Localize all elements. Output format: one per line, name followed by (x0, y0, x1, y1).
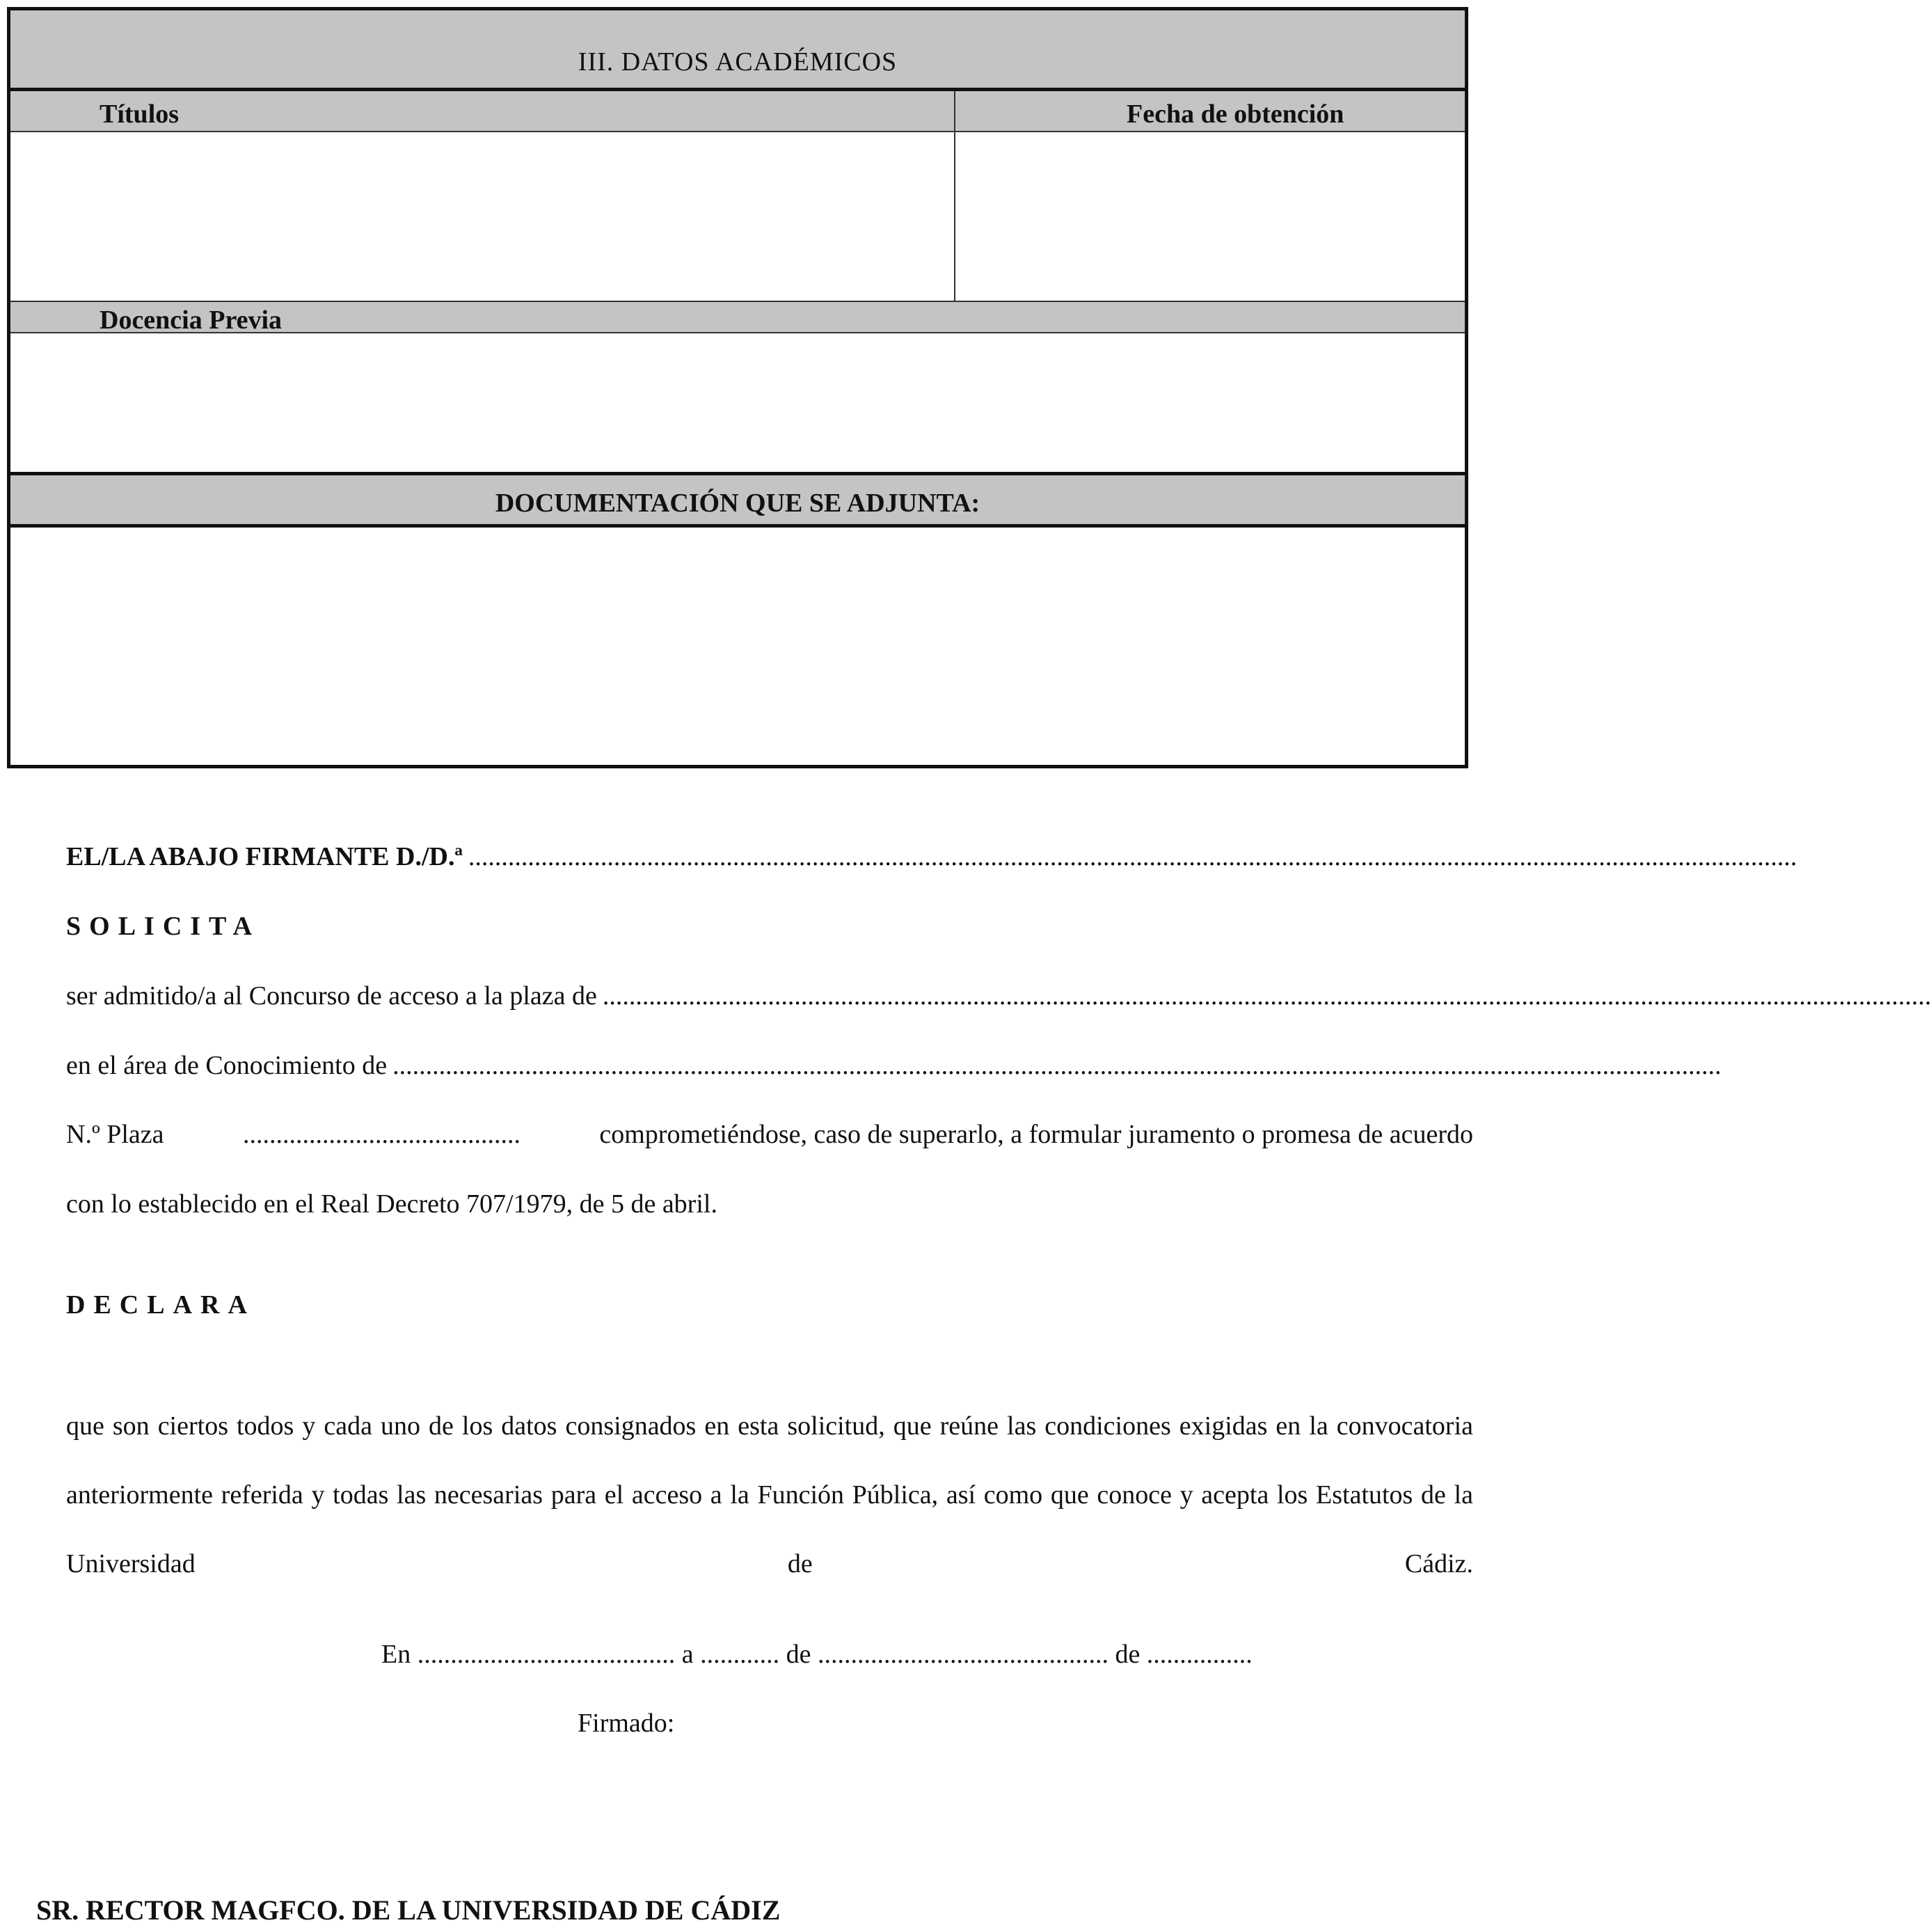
section-title: III. DATOS ACADÉMICOS (578, 47, 898, 77)
columns-header-band (10, 91, 1465, 132)
place-date-line[interactable]: En ....................................... a ............ de ............................................ de ................ (381, 1640, 1253, 1669)
documentacion-field[interactable] (10, 528, 1465, 765)
nplaza-label: N.º Plaza (66, 1120, 164, 1149)
documentacion-label: DOCUMENTACIÓN QUE SE ADJUNTA: (495, 489, 980, 518)
fecha-obtencion-header: Fecha de obtención (1127, 100, 1344, 129)
area-line (66, 1049, 1722, 1082)
nplaza-field[interactable]: .......................................... (242, 1120, 521, 1149)
firmante-line (66, 840, 1797, 873)
titulos-header: Títulos (100, 100, 180, 129)
docencia-previa-label: Docencia Previa (100, 306, 283, 335)
decreto-line: con lo establecido en el Real Decreto 707/1979, de 5 de abril. (66, 1189, 717, 1219)
documentacion-band (10, 472, 1465, 528)
declara-heading: DECLARA (66, 1290, 255, 1320)
plaza-line (66, 979, 1931, 1013)
declara-text: que son ciertos todos y cada uno de los datos consignados en esta solicitud, que reúne las condiciones exigidas en la convocatoria anteriormente referida y todas las necesarias para el acceso a la Función Pública, así como que conoce y acepta los Estatutos de la Universidad de Cádiz. (66, 1411, 1473, 1578)
docencia-previa-field[interactable] (10, 335, 1465, 472)
fecha-obtencion-field[interactable] (955, 134, 1465, 301)
recipient-line: SR. RECTOR MAGFCO. DE LA UNIVERSIDAD DE CÁDIZ (36, 1894, 781, 1926)
firmante-label: EL/LA ABAJO FIRMANTE D./D.ª (66, 842, 463, 871)
titulos-field[interactable] (10, 134, 953, 301)
nplaza-line (66, 1118, 1473, 1151)
docencia-previa-band (10, 301, 1465, 333)
area-label: en el área de Conocimiento de (66, 1051, 388, 1080)
plaza-field[interactable]: ......................................................................................................................................................................................................... (602, 981, 1931, 1011)
nplaza-text: comprometiéndose, caso de superarlo, a formular juramento o promesa de acuerdo (599, 1120, 1473, 1149)
datos-academicos-form (7, 7, 1468, 768)
plaza-label: ser admitido/a al Concurso de acceso a la plaza de (66, 981, 597, 1011)
firmante-name-field[interactable]: ......................................................................................................................................................................................................... (468, 842, 1797, 871)
firmado-label: Firmado: (578, 1709, 675, 1738)
section-title-band (10, 10, 1465, 91)
area-field[interactable]: ......................................................................................................................................................................................................... (392, 1051, 1722, 1080)
solicita-heading: SOLICITA (66, 912, 261, 941)
